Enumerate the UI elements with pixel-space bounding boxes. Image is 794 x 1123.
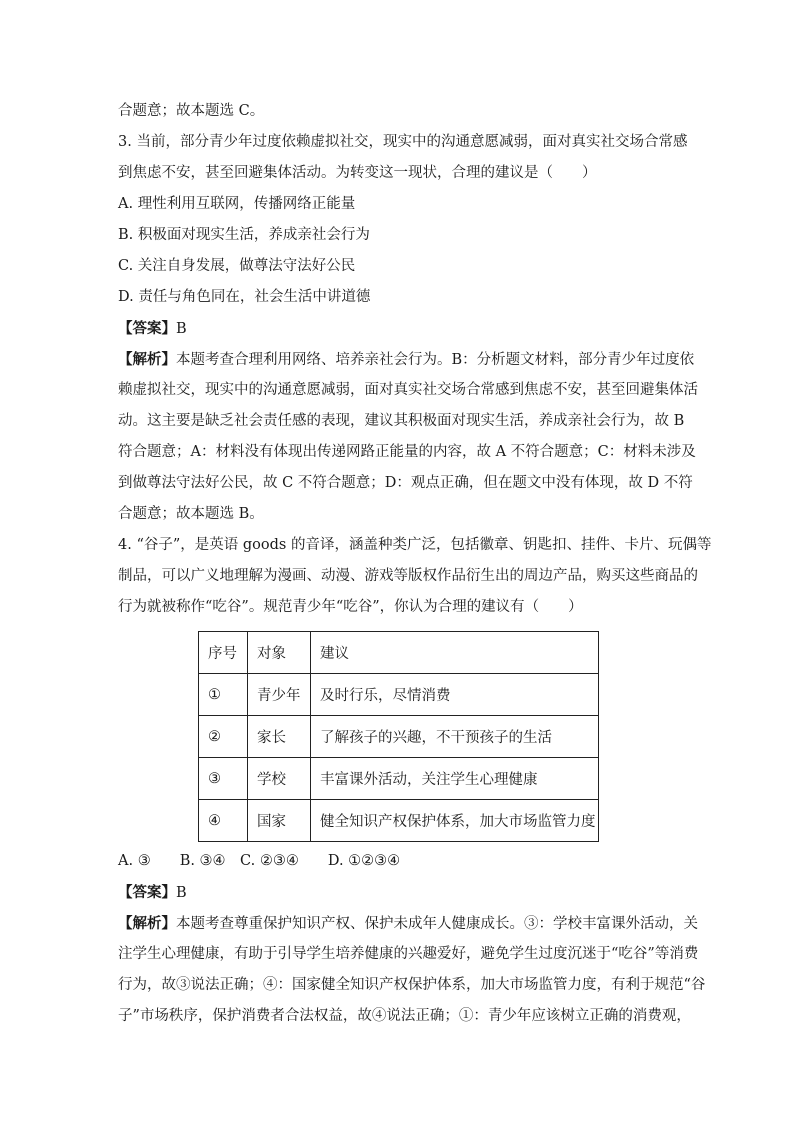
table-cell: ③ xyxy=(199,758,248,800)
table-header-row xyxy=(199,632,599,674)
table-cell: ① xyxy=(199,674,248,716)
analysis-label: 【解析】 xyxy=(118,351,176,368)
options-line: A. ③ B. ③④ C. ②③④ D. ①②③④ xyxy=(118,853,401,869)
answer-value: B xyxy=(176,885,187,901)
table-header-cell: 建议 xyxy=(311,632,599,674)
option-c: C. 关注自身发展，做尊法守法好公民 xyxy=(118,258,356,274)
option-a: A. 理性利用互联网，传播网络正能量 xyxy=(118,196,356,212)
question-stem-line: 3. 当前，部分青少年过度依赖虚拟社交，现实中的沟通意愿减弱，面对真实社交场合常感 xyxy=(118,134,688,150)
table-cell: 学校 xyxy=(248,758,311,800)
suggestion-table xyxy=(198,631,599,842)
question-stem-line: 到焦虑不安，甚至回避集体活动。为转变这一现状，合理的建议是（ ） xyxy=(118,165,597,181)
question-4 xyxy=(118,530,712,1032)
option-d: D. 责任与角色同在，社会生活中讲道德 xyxy=(118,289,371,305)
analysis-line: 动。这主要是缺乏社会责任感的表现，建议其积极面对现实生活，养成亲社会行为，故 B xyxy=(118,413,685,429)
analysis-line: 注学生心理健康，有助于引导学生培养健康的兴趣爱好，避免学生过度沉迷于“吃谷”等消费 xyxy=(118,946,699,962)
analysis-line xyxy=(118,908,698,939)
table-cell: 青少年 xyxy=(248,674,311,716)
table-header-cell: 对象 xyxy=(248,632,311,674)
analysis-line: 赖虚拟社交，现实中的沟通意愿减弱，面对真实社交场合常感到焦虑不安，甚至回避集体活 xyxy=(118,382,698,398)
analysis-line: 合题意；故本题选 B。 xyxy=(118,506,264,522)
option-b: B. 积极面对现实生活，养成亲社会行为 xyxy=(118,227,370,243)
table-cell: 健全知识产权保护体系，加大市场监管力度 xyxy=(311,800,599,842)
table-row xyxy=(199,674,599,716)
table-cell: 家长 xyxy=(248,716,311,758)
table-cell: 了解孩子的兴趣，不干预孩子的生活 xyxy=(311,716,599,758)
question-3 xyxy=(118,127,698,530)
table-cell: ④ xyxy=(199,800,248,842)
analysis-line: 子”市场秩序，保护消费者合法权益，故④说法正确；①：青少年应该树立正确的消费观， xyxy=(118,1008,691,1024)
table-row xyxy=(199,716,599,758)
answer-line xyxy=(118,313,678,344)
table-row xyxy=(199,800,599,842)
analysis-line: 到做尊法守法好公民，故 C 不符合题意；D：观点正确，但在题文中没有体现，故 D 不符 xyxy=(118,475,693,491)
answer-label: 【答案】 xyxy=(118,320,176,337)
analysis-text: 本题考查合理利用网络、培养亲社会行为。B：分析题文材料，部分青少年过度依 xyxy=(176,352,695,368)
question-stem-line: 4. “谷子”，是英语 goods 的音译，涵盖种类广泛，包括徽章、钥匙扣、挂件、卡片、玩偶等 xyxy=(118,537,712,553)
table-header-cell: 序号 xyxy=(199,632,248,674)
analysis-label: 【解析】 xyxy=(118,915,176,932)
analysis-line xyxy=(118,344,695,375)
table-cell: 及时行乐，尽情消费 xyxy=(311,674,599,716)
analysis-text: 本题考查尊重保护知识产权、保护未成年人健康成长。③：学校丰富课外活动，关 xyxy=(176,916,698,932)
question-stem-line: 行为就被称作“吃谷”。规范青少年“吃谷”，你认为合理的建议有（ ） xyxy=(118,599,583,615)
table-cell: 丰富课外活动，关注学生心理健康 xyxy=(311,758,599,800)
previous-question-tail: 合题意；故本题选 C。 xyxy=(118,103,265,119)
table-row xyxy=(199,758,599,800)
question-stem-line: 制品，可以广义地理解为漫画、动漫、游戏等版权作品衍生出的周边产品，购买这些商品的 xyxy=(118,568,698,584)
table-cell: 国家 xyxy=(248,800,311,842)
table-cell: ② xyxy=(199,716,248,758)
answer-value: B xyxy=(176,321,187,337)
analysis-line: 符合题意；A：材料没有体现出传递网路正能量的内容，故 A 不符合题意；C：材料未涉及 xyxy=(118,444,696,460)
analysis-line: 行为，故③说法正确；④：国家健全知识产权保护体系，加大市场监管力度，有利于规范“谷 xyxy=(118,977,706,993)
answer-label: 【答案】 xyxy=(118,884,176,901)
answer-line xyxy=(118,877,678,908)
document-page xyxy=(118,96,712,1032)
